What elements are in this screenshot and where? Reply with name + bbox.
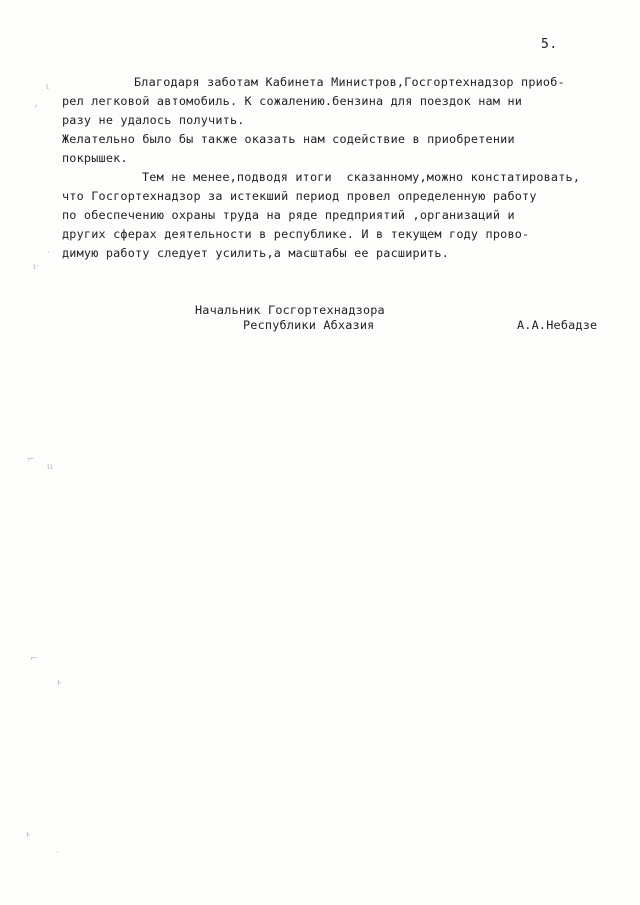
paragraph-2-line-1: Желательно было бы также оказать нам содействие в приобретении bbox=[62, 132, 515, 146]
scan-speck: ᐟ bbox=[34, 104, 38, 114]
signatory-title-line-1: Начальник Госгортехнадзора bbox=[195, 303, 385, 317]
paragraph-3-line-4: других сферах деятельности в республике. И в текущем году прово- bbox=[62, 227, 530, 241]
paragraph-3-line-5: димую работу следует усилить,а масштабы ее расширить. bbox=[62, 246, 450, 260]
paragraph-3-line-2: что Госгортехнадзор за истекший период провел определенную работу bbox=[62, 189, 537, 203]
paragraph-1-line-1: Благодаря заботам Кабинета Министров,Госгортехнадзор приоб- bbox=[134, 75, 565, 89]
scan-speck: · bbox=[56, 848, 59, 858]
scan-speck: ι· bbox=[33, 262, 39, 272]
scan-speck: ⌐ bbox=[30, 654, 38, 664]
signatory-title-line-2: Республики Абхазия bbox=[243, 318, 375, 332]
scan-speck: ⱶ bbox=[57, 678, 63, 688]
paragraph-3-line-1: Тем не менее,подводя итоги сказанному,можно констатировать, bbox=[142, 170, 581, 184]
paragraph-3-line-3: по обеспечению охраны труда на ряде предприятий ,организаций и bbox=[62, 208, 515, 222]
letter-body bbox=[62, 73, 602, 263]
page-number: 5. bbox=[541, 37, 558, 52]
scan-speck: ι bbox=[46, 82, 50, 92]
paragraph-1-line-3: разу не удалось получить. bbox=[62, 113, 245, 127]
scan-speck: ιι bbox=[47, 462, 54, 472]
scan-speck: ⌐ bbox=[27, 455, 35, 465]
signatory-name: А.А.Небадзе bbox=[517, 318, 598, 332]
paragraph-1-line-2: рел легковой автомобиль. К сожалению.бензина для поездок нам ни bbox=[62, 94, 523, 108]
paragraph-2-line-2: покрышек. bbox=[62, 151, 128, 165]
signatory-title bbox=[195, 303, 385, 333]
scan-speck: · bbox=[47, 248, 50, 258]
scan-speck: ⱶ bbox=[26, 830, 32, 840]
